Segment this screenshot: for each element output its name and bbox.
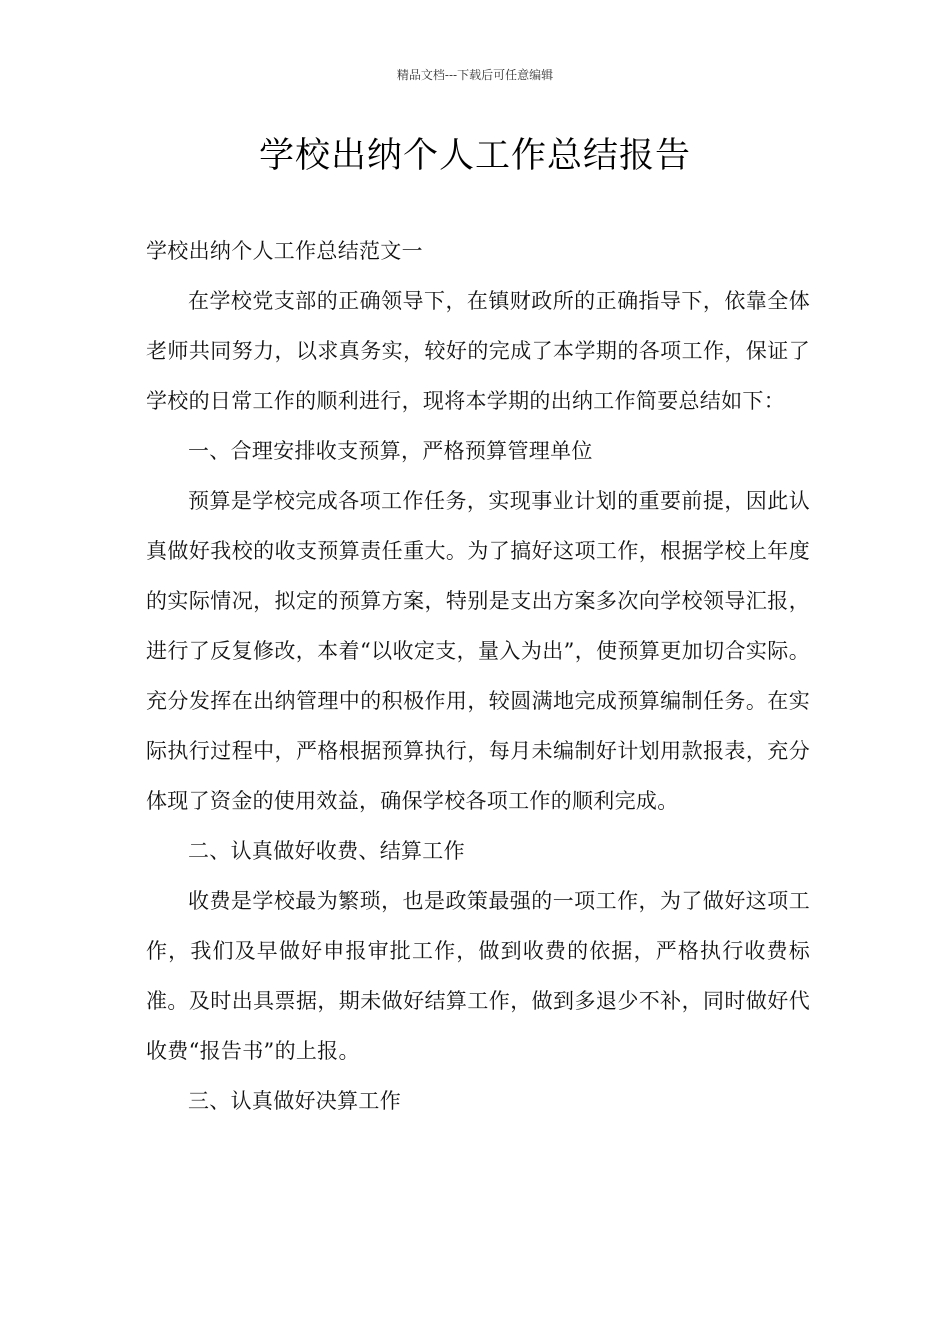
section-subtitle: 学校出纳个人工作总结范文一 <box>146 239 423 263</box>
header-note: 精品文档---下载后可任意编辑 <box>396 68 554 82</box>
paragraph-intro: 在学校党支部的正确领导下，在镇财政所的正确指导下，依靠全体老师共同努力，以求真务实，较好的完成了本学期的各项工作，保证了学校的日常工作的顺利进行，现将本学期的出纳工作简要总结如下： <box>146 289 810 413</box>
document-title: 学校出纳个人工作总结报告 <box>258 136 691 176</box>
section-heading-2: 二、认真做好收费、结算工作 <box>188 839 465 863</box>
section-heading-3: 三、认真做好决算工作 <box>188 1089 401 1113</box>
paragraph-budget: 预算是学校完成各项工作任务，实现事业计划的重要前提，因此认真做好我校的收支预算责任重大。为了搞好这项工作，根据学校上年度的实际情况，拟定的预算方案，特别是支出方案多次向学校领导汇报，进行了反复修改，本着“以收定支，量入为出”，使预算更加切合实际。充分发挥在出纳管理中的积极作用，较圆满地完成预算编制任务。在实际执行过程中，严格根据预算执行，每月未编制好计划用款报表，充分体现了资金的使用效益，确保学校各项工作的顺利完成。 <box>146 489 810 813</box>
document-body <box>146 226 810 1126</box>
paragraph-fees: 收费是学校最为繁琐，也是政策最强的一项工作，为了做好这项工作，我们及早做好申报审批工作，做到收费的依据，严格执行收费标准。及时出具票据，期未做好结算工作，做到多退少不补，同时做好代收费“报告书”的上报。 <box>146 889 810 1063</box>
section-heading-1: 一、合理安排收支预算，严格预算管理单位 <box>188 439 593 463</box>
